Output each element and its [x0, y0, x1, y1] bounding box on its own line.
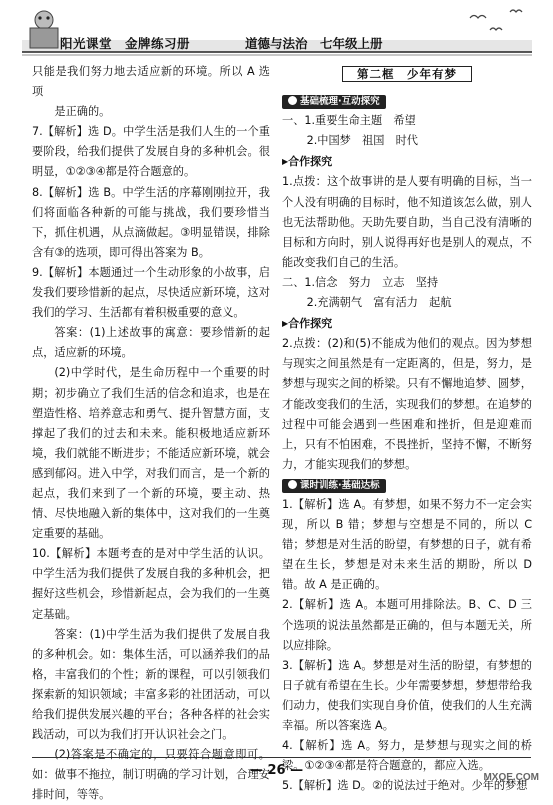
answer-item: 1.【解析】选 A。有梦想，如果不努力不一定会实现，所以 B 错；梦想与空想是不同的，所以 C 错；梦想是对生活的盼望，有梦想的日子，就有希望在生长，梦想是对未来生活的期盼，所以 D 错。故 A 是正确的。 — [282, 497, 532, 592]
brand-title: 阳光课堂 金牌练习册 — [60, 36, 191, 51]
paragraph: 是正确的。 — [54, 105, 111, 119]
paragraph: 2.中国梦 祖国 时代 — [306, 134, 418, 148]
answer-item-7: 7.【解析】选 D。中学生活是我们人生的一个重要阶段，给我们提供了发展自身的多种机会。很明显，①②③④都是符合题意的。 — [32, 125, 270, 179]
page-number: — 26 — — [249, 763, 304, 778]
subheading: ▶合作探究 — [282, 317, 333, 331]
subheading: ▶合作探究 — [282, 155, 333, 169]
answer-text: (2)中学时代，是生命历程中一个重要的时期；初步确立了我们生活的信念和追求，也是在塑造性格、培养意志和勇气、提升智慧方面，支撑起了我们的过去和未来。能积极地适应新环境，我们就能不断进步；不能适应新环境，就会感到郁闷。进入中学，对我们而言，是一个新的起点，我们来到了一个新的环境，要主动、热情、尽快地融入新的集体中，这对我们的一生奠定重要的基础。 — [32, 366, 270, 541]
answer-item: 5.【解析】选 D。②的说法过于绝对。少年的梦想 — [282, 779, 528, 793]
paragraph: 一、1.重要生命主题 希望 — [282, 114, 416, 128]
section-bar: 课时训练·基础达标 — [282, 479, 386, 493]
answer-item: 2.点拨：(2)和(5)不能成为他们的观点。因为梦想与现实之间虽然是有一定距离的，但是，努力，是梦想与现实之间的桥梁。只有不懈地追梦、圆梦，才能改变我们的生活，实现我们的梦想。在追梦的过程中可能会遇到一些困难和挫折，但是迎难而上，只有不怕困难，不畏挫折，坚持不懈，不断努力，才能实现我们的梦想。 — [282, 337, 532, 471]
answer-item: 3.【解析】选 A。梦想是对生活的盼望，有梦想的日子就有希望在生长。少年需要梦想，梦想带给我们动力，使我们实现自身价值，使我们的人生充满幸福。所以答案选 A。 — [282, 658, 532, 732]
watermark: MXQE.COM — [483, 772, 539, 783]
section-bar: 基础梳理·互动探究 — [282, 95, 386, 109]
right-column — [282, 62, 532, 796]
section-title: 第二框 少年有梦 — [282, 64, 532, 85]
paragraph: 只能是我们努力地去适应新的环境。所以 A 选项 — [32, 65, 270, 99]
page-header — [0, 0, 553, 58]
paragraph: 二、1.信念 努力 立志 坚持 — [282, 275, 439, 289]
answer-item: 2.【解析】选 A。本题可用排除法。B、C、D 三个选项的说法虽然都是正确的，但与本题无关，所以应排除。 — [282, 598, 532, 652]
chevron-icon: ▶ — [282, 319, 289, 329]
answer-item: 4.【解析】选 A。努力，是梦想与现实之间的桥梁。①②③④都是符合题意的，都应入选。 — [282, 739, 532, 773]
answer-text: 答案：(1)中学生活为我们提供了发展自我的多种机会。如：集体生活，可以涵养我们的品格，丰富我们的个性；新的课程，可以引领我们探索新的知识领域；丰富多彩的社团活动，可以给我们提供发展兴趣的平台；各种各样的社会实践活动，可以为我们打开认识社会之门。 — [32, 627, 270, 742]
answer-item-9: 9.【解析】本题通过一个生动形象的小故事，启发我们要珍惜新的起点，尽快适应新环境，这对我们的学习、生活都有着积极重要的意义。 — [32, 265, 270, 320]
left-column — [32, 62, 270, 805]
subject-title: 道德与法治 七年级上册 — [245, 36, 383, 51]
answer-item-10: 10.【解析】本题考查的是对中学生活的认识。中学生活为我们提供了发展自我的多种机会，把握好这些机会，珍惜新起点，会为我们的一生奠定基础。 — [32, 547, 270, 621]
footer-rule — [32, 757, 531, 758]
answer-text: (2)答案是不确定的，只要符合题意即可。如：做事不拖拉，制订明确的学习计划，合理安排时间，等等。 — [32, 748, 270, 802]
bullet-icon — [288, 96, 297, 105]
answer-text: 答案：(1)上述故事的寓意：要珍惜新的起点，适应新的环境。 — [32, 326, 270, 360]
mascot-icon — [30, 11, 58, 48]
answer-item-8: 8.【解析】选 B。中学生活的序幕刚刚拉开，我们将面临各种新的可能与挑战，我们要珍惜当下，抓住机遇，从点滴做起。③明显错误，排除含有③的选项，即可得出答案为 B。 — [32, 185, 270, 259]
bullet-icon — [288, 480, 297, 489]
answer-item: 1.点拨：这个故事讲的是人要有明确的目标，当一个人没有明确的目标时，他不知道该怎么做，别人也无法帮助他。天助先要自助，当自己没有清晰的目标和方向时，别人说得再好也是别人的观点，不能改变我们自己的生活。 — [282, 175, 532, 269]
birds-icon — [470, 10, 522, 30]
paragraph: 2.充满朝气 富有活力 起航 — [306, 296, 452, 310]
chevron-icon: ▶ — [282, 157, 289, 167]
